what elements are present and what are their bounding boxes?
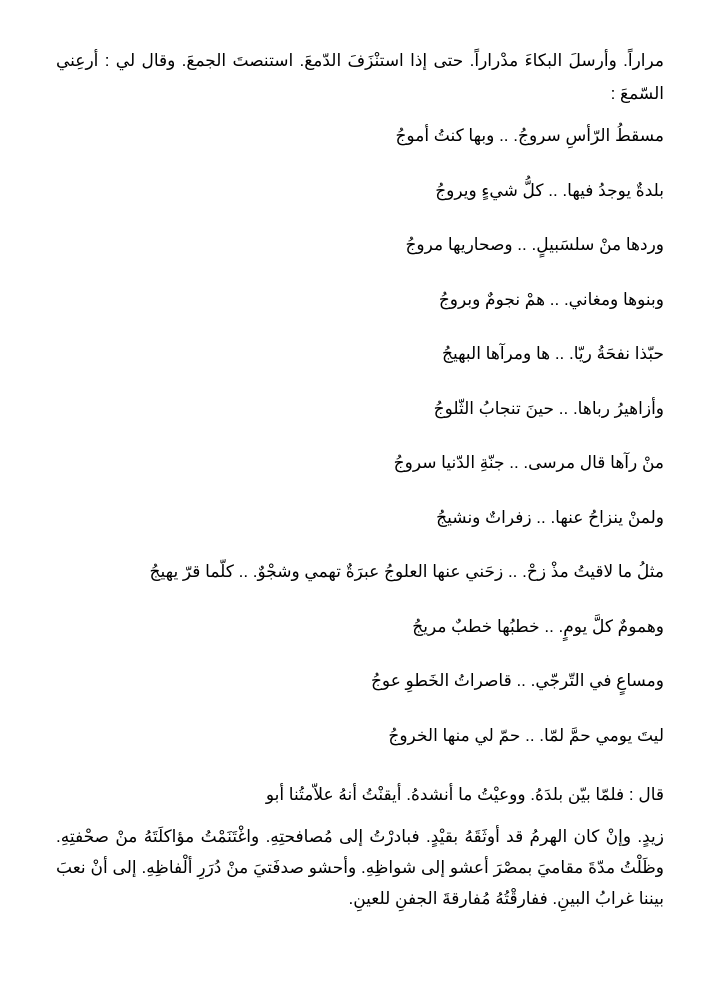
narration-paragraph: قال : فلمّا بيّن بلدَهُ. ووعيْتُ ما أنشدهُ. أيقنْتُ أنهُ علاّمتُنا أبو xyxy=(265,785,664,804)
poem xyxy=(56,124,664,778)
poem-verse: وأزاهيرُ رباها. .. حينَ تنجابُ الثّلوجُ xyxy=(433,398,664,418)
closing-paragraph: زيدٍ. وإنْ كان الهرمُ قد أوثَقَهُ بقيْدٍ. فبادرْتُ إلى مُصافحتِهِ. واغْتَنَمْتُ مؤاكلَتَهُ منْ صحْفتِهِ. وظَلْتُ مدّةَ مقاميَ بمصْرَ أعشو إلى شواظِهِ. وأحشو صدفَتيَ منْ دُرَرِ ألْفاظِهِ. إلى أنْ نعبَ بيننا غرابُ البينِ. ففارقْتُهُ مُفارقةَ الجفنِ للعينِ. xyxy=(56,827,664,908)
intro-paragraph: مراراً. وأرسلَ البكاءَ مدْراراً. حتى إذا استنْزَفَ الدّمعَ. استنصتَ الجمعَ. وقال لي : أرعِني السّمعَ : xyxy=(56,51,664,103)
poem-verse: ولمنْ ينزاحُ عنها. .. زفراتٌ ونشيجُ xyxy=(436,507,664,527)
poem-verse: مثلُ ما لاقيتُ مذْ زحْ. .. زحَني عنها العلوجُ عبرَةٌ تهمي وشجْوٌ. .. كلّما قرّ يهيجُ xyxy=(149,562,664,581)
poem-verse: ليتَ يومي حمَّ لمّا. .. حمّ لي منها الخروجُ xyxy=(388,725,664,745)
poem-verse: حبّذا نفحَةُ ريّا. .. ها ومرآها البهيجُ xyxy=(441,344,664,363)
poem-verse: ومساعٍ في التّرجّي. .. قاصراتُ الخَطوِ عوجُ xyxy=(370,671,664,690)
poem-verse: وردها منْ سلسَبيلٍ. .. وصحاريها مروجُ xyxy=(405,235,664,254)
poem-verse: وبنوها ومغاني. .. همْ نجومٌ وبروجُ xyxy=(438,289,664,309)
poem-verse: وهمومٌ كلَّ يومٍ. .. خطبُها خطبٌ مريجُ xyxy=(412,616,664,636)
poem-verse: بلدةٌ يوجدُ فيها. .. كلُّ شيءٍ ويروجُ xyxy=(435,180,664,200)
poem-verse: منْ رآها قال مرسى. .. جنّةِ الدّنيا سروجُ xyxy=(393,453,664,472)
poem-verse: مسقطُ الرّأسِ سروجُ. .. وبها كنتُ أموجُ xyxy=(395,126,664,145)
document-page xyxy=(56,44,664,914)
